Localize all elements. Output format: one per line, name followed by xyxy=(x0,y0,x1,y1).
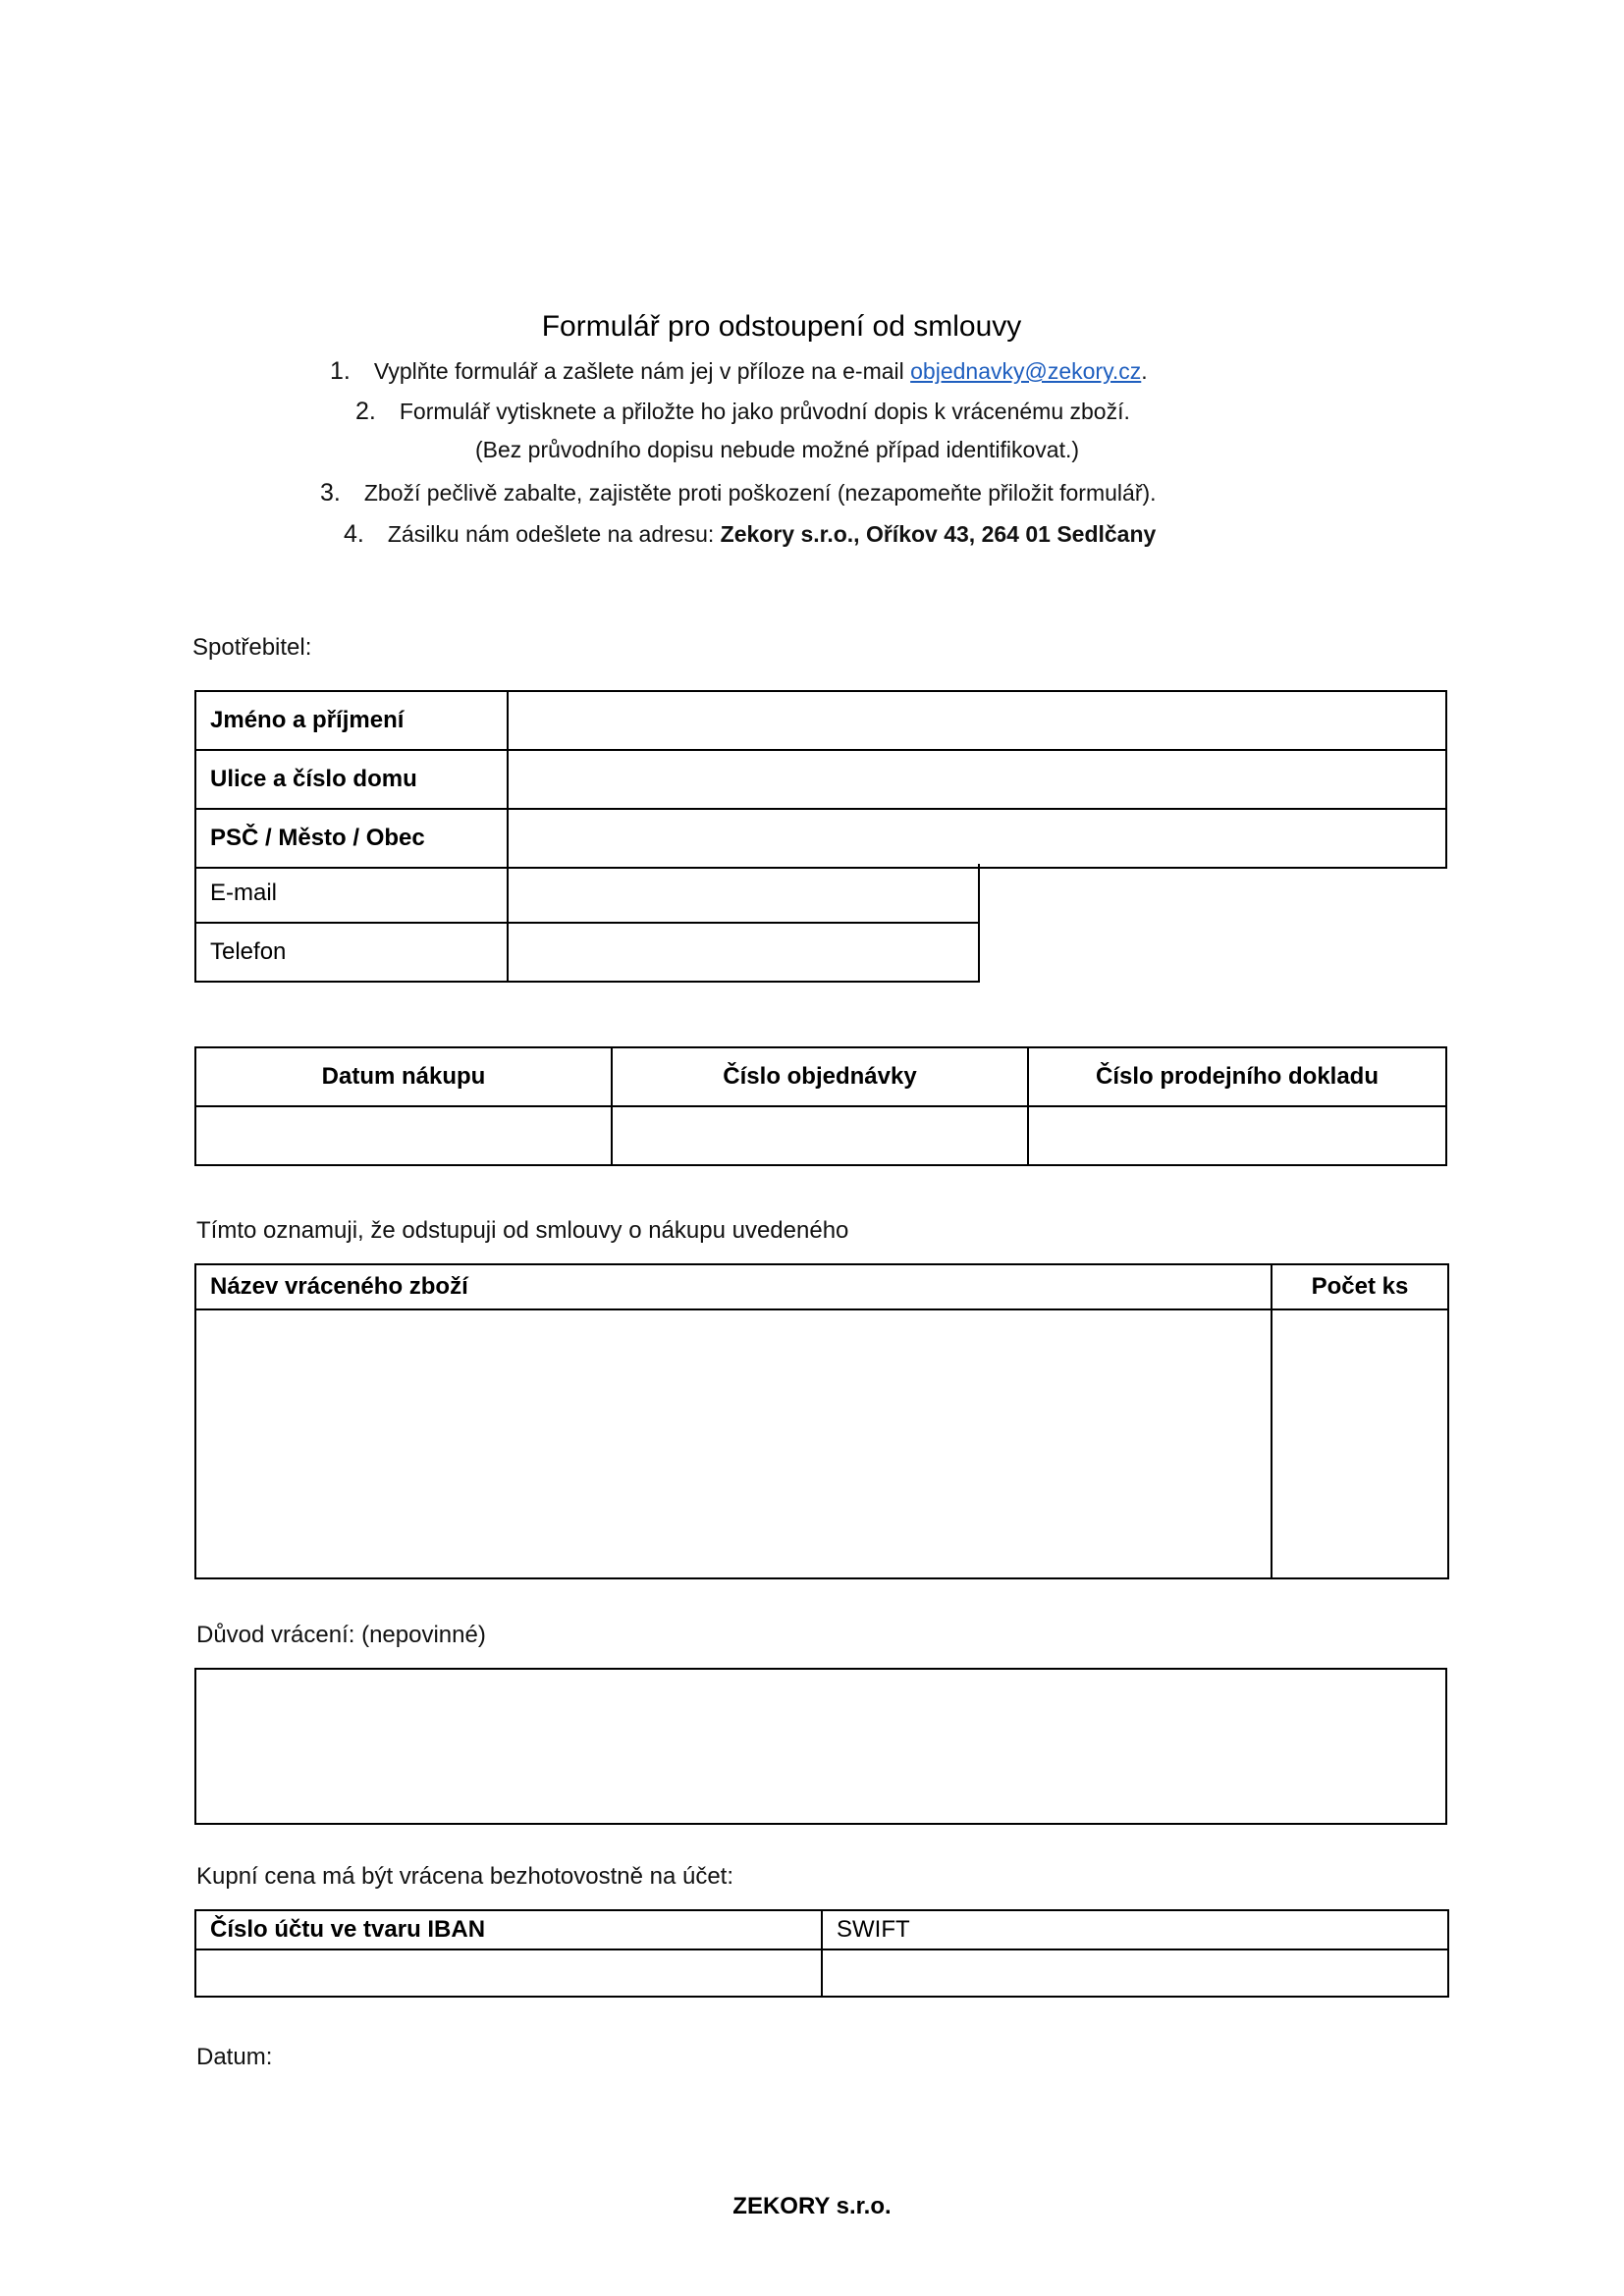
table-row xyxy=(195,1910,1448,1949)
table-row xyxy=(195,809,1446,868)
table-row xyxy=(195,1106,1446,1165)
phone-label: Telefon xyxy=(195,923,508,982)
email-label: E-mail xyxy=(195,864,508,923)
withdrawal-statement: Tímto oznamuji, že odstupuji od smlouvy o nákupu uvedeného xyxy=(196,1217,849,1244)
iban-field[interactable] xyxy=(195,1949,822,1997)
order-table xyxy=(194,1046,1447,1166)
name-label: Jméno a příjmení xyxy=(195,691,508,750)
step-number: 2. xyxy=(355,398,376,425)
table-row xyxy=(195,750,1446,809)
page-title: Formulář pro odstoupení od smlouvy xyxy=(541,310,1022,343)
consumer-label: Spotřebitel: xyxy=(192,634,312,661)
table-row xyxy=(195,1309,1448,1578)
order-number-field[interactable] xyxy=(612,1106,1028,1165)
purchase-date-field[interactable] xyxy=(195,1106,612,1165)
order-number-header: Číslo objednávky xyxy=(612,1047,1028,1106)
iban-header: Číslo účtu ve tvaru IBAN xyxy=(195,1910,822,1949)
date-label: Datum: xyxy=(196,2044,273,2070)
email-field[interactable] xyxy=(508,864,979,923)
table-row xyxy=(195,864,979,923)
instruction-step-1 xyxy=(330,357,1148,386)
instruction-step-2-note: (Bez průvodního dopisu nebude možné případ identifikovat.) xyxy=(475,437,1080,462)
city-field[interactable] xyxy=(508,809,1446,868)
instruction-step-3 xyxy=(320,479,1157,507)
table-row xyxy=(195,1264,1448,1309)
email-link[interactable]: objednavky@zekory.cz xyxy=(910,358,1142,384)
city-label: PSČ / Město / Obec xyxy=(195,809,508,868)
step-text: Vyplňte formulář a zašlete nám jej v příloze na e-mail xyxy=(373,358,911,384)
receipt-number-field[interactable] xyxy=(1028,1106,1446,1165)
step-number: 4. xyxy=(344,520,364,548)
reason-label: Důvod vrácení: (nepovinné) xyxy=(196,1622,486,1648)
step-number: 3. xyxy=(320,479,341,507)
goods-table xyxy=(194,1263,1449,1579)
instruction-step-2 xyxy=(355,398,1130,426)
goods-name-header: Název vráceného zboží xyxy=(195,1264,1272,1309)
footer-company: ZEKORY s.r.o. xyxy=(732,2193,892,2219)
street-field[interactable] xyxy=(508,750,1446,809)
table-row xyxy=(195,1949,1448,1997)
name-field[interactable] xyxy=(508,691,1446,750)
table-row xyxy=(195,1047,1446,1106)
instruction-step-4 xyxy=(344,520,1156,549)
table-row xyxy=(195,923,979,982)
goods-name-field[interactable] xyxy=(195,1309,1272,1578)
phone-field[interactable] xyxy=(508,923,979,982)
step-text: Formulář vytisknete a přiložte ho jako průvodní dopis k vrácenému zboží. xyxy=(399,399,1130,424)
table-row xyxy=(195,691,1446,750)
receipt-number-header: Číslo prodejního dokladu xyxy=(1028,1047,1446,1106)
street-label: Ulice a číslo domu xyxy=(195,750,508,809)
step-number: 1. xyxy=(330,357,351,385)
goods-qty-field[interactable] xyxy=(1272,1309,1448,1578)
contact-table xyxy=(194,864,980,983)
consumer-table xyxy=(194,690,1447,869)
bank-table xyxy=(194,1909,1449,1998)
return-address: Zekory s.r.o., Oříkov 43, 264 01 Sedlčany xyxy=(720,521,1157,547)
step-text-end: . xyxy=(1141,358,1148,384)
step-text: Zásilku nám odešlete na adresu: xyxy=(387,521,721,547)
purchase-date-header: Datum nákupu xyxy=(195,1047,612,1106)
refund-label: Kupní cena má být vrácena bezhotovostně na účet: xyxy=(196,1863,734,1890)
swift-header: SWIFT xyxy=(822,1910,1448,1949)
swift-field[interactable] xyxy=(822,1949,1448,1997)
step-text: Zboží pečlivě zabalte, zajistěte proti poškození (nezapomeňte přiložit formulář). xyxy=(363,480,1157,506)
goods-qty-header: Počet ks xyxy=(1272,1264,1448,1309)
reason-field[interactable] xyxy=(194,1668,1447,1825)
